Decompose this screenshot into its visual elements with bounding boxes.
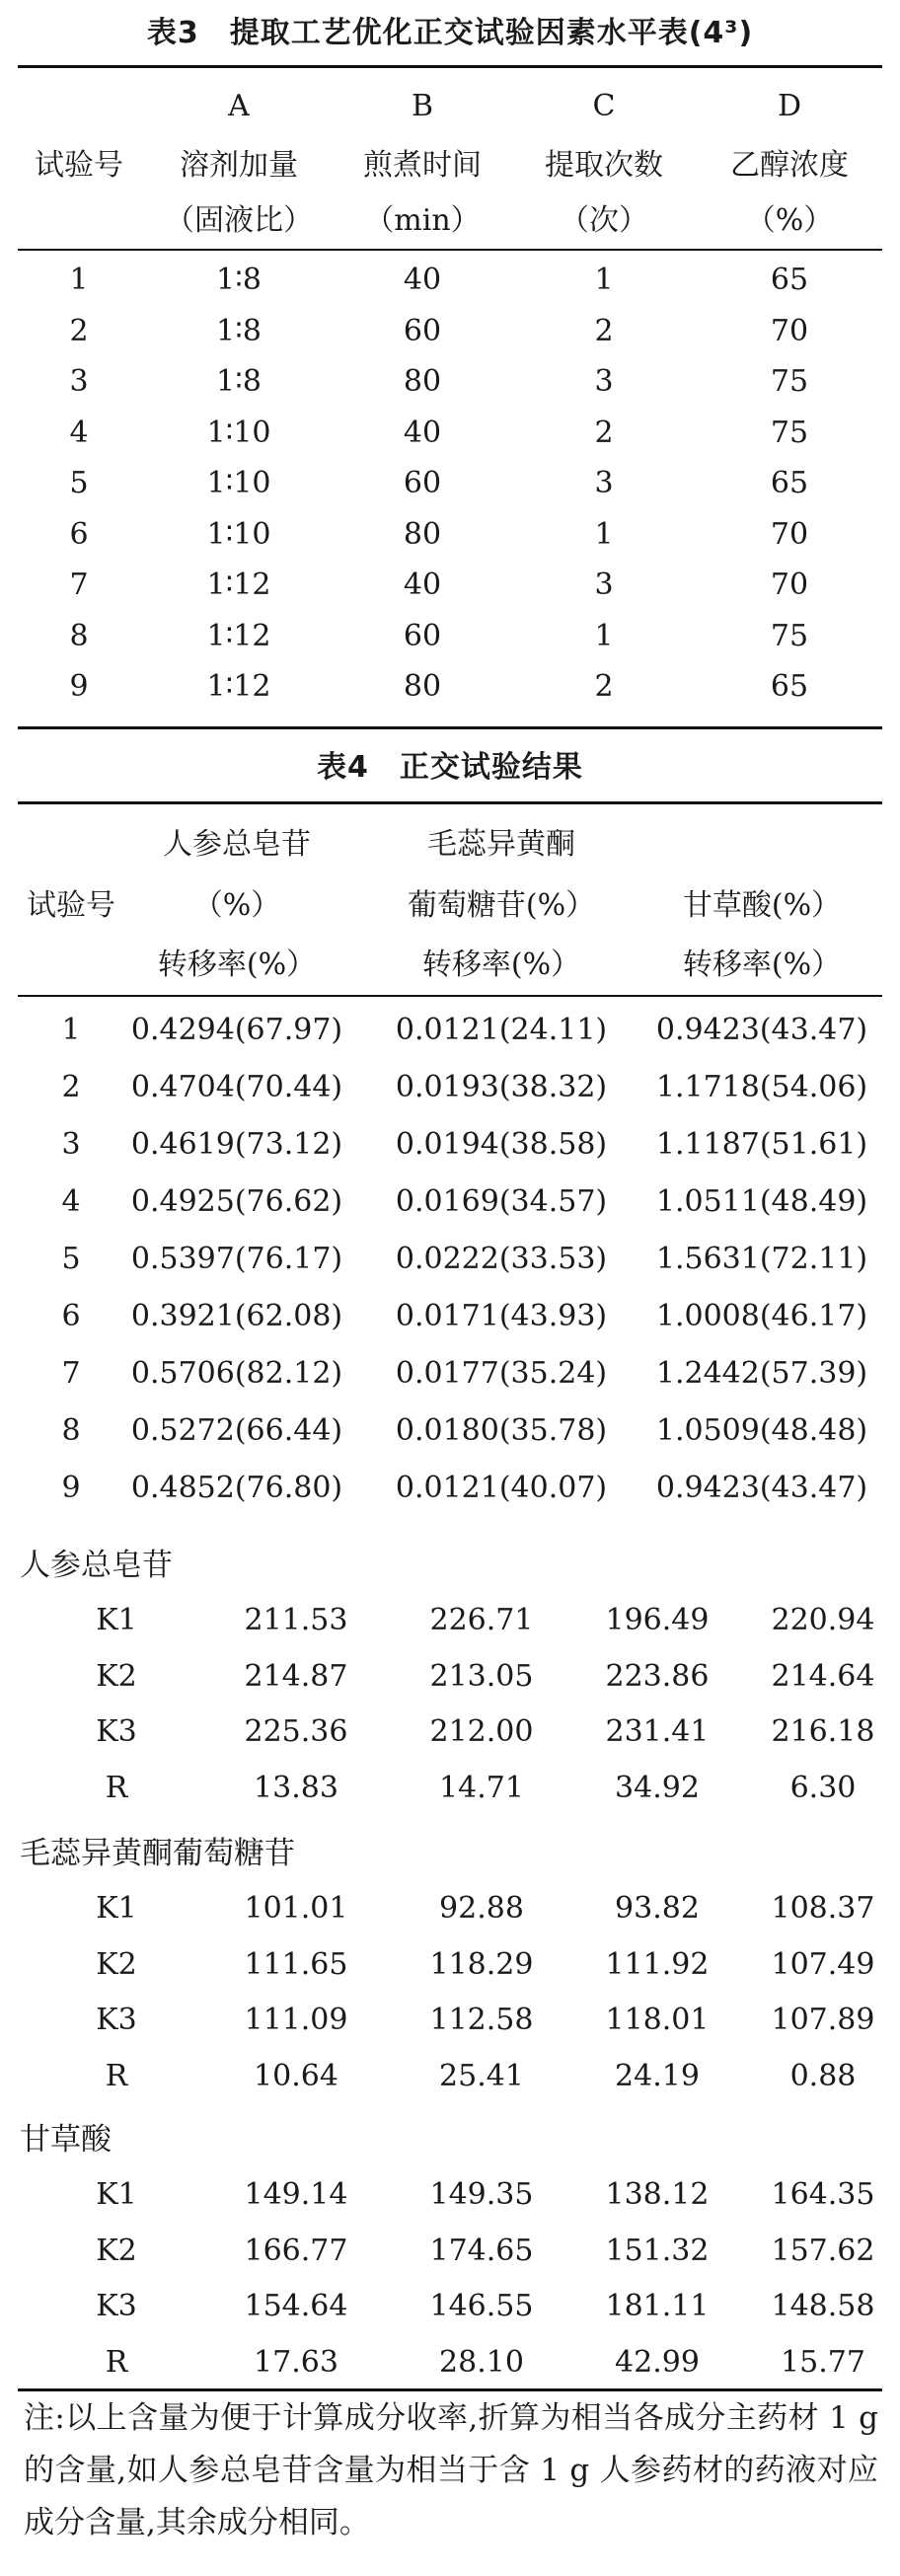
table3-header-cell: 提取次数 [545,148,663,183]
table4-cell: 0.4704(70.44) [130,1070,343,1104]
table3-caption: 表3 提取工艺优化正交试验因素水平表(4³) [146,16,754,50]
table4-group-cell: R [105,2058,128,2093]
table3-cell: 1∶12 [206,618,271,653]
table4-group-cell: 214.87 [244,1658,348,1694]
table4-group-cell: R [105,2344,128,2380]
table4-group-cell: 149.35 [429,2177,534,2212]
table4-group-cell: K1 [96,2177,137,2212]
table3-cell: 1∶8 [216,263,262,297]
table3-header-cell: 溶剂加量 [180,148,298,183]
table3-cell: 1∶8 [216,313,262,348]
table3-cell: 1 [594,263,614,297]
table3-cell: 3 [69,364,89,399]
table3-cell: 1∶10 [206,466,271,500]
table4-group-cell: 148.58 [771,2289,875,2323]
table3-cell: 75 [770,618,809,653]
table4-cell: 0.0121(40.07) [395,1471,608,1505]
table4-cell: 0.0121(24.11) [395,1013,608,1047]
table4-bottom-rule [18,2388,882,2391]
table4-cell: 0.5272(66.44) [130,1413,343,1448]
table3-header-cell: （%） [745,203,834,238]
table3-cell: 70 [770,313,809,348]
table3-cell: 2 [594,415,614,450]
table3-cell: 2 [594,313,614,348]
table3-cell: 5 [69,466,89,500]
table4-header-cell: 转移率(%） [421,947,581,982]
table4-cell: 1.0509(48.48) [655,1413,868,1448]
table3-header-cell: C [592,89,616,123]
table3-cell: 60 [403,466,442,500]
table4-group-cell: 151.32 [605,2233,710,2268]
table4-group-cell: 111.92 [605,1946,710,1982]
table4-group-cell: 15.77 [781,2344,865,2380]
table4-group-cell: 108.37 [771,1891,875,1926]
table4-cell: 0.0222(33.53) [395,1242,608,1276]
table4-group-cell: 146.55 [429,2289,534,2323]
table3-header-cell: 煎煮时间 [363,148,482,183]
table4-group-cell: 223.86 [605,1658,710,1694]
table4-cell: 0.0194(38.58) [395,1127,608,1162]
table3-cell: 80 [403,364,442,399]
table4-header-cell: （%） [192,888,281,923]
table3-top-rule [18,65,882,68]
table4-group-cell: 24.19 [615,2058,700,2093]
table4-cell: 0.0171(43.93) [395,1299,608,1333]
table4-group-cell: 138.12 [605,2177,710,2212]
table3-header-cell: 乙醇浓度 [730,148,849,183]
table3-cell: 4 [69,415,89,450]
table3-cell: 9 [69,669,89,704]
table3-cell: 40 [403,415,442,450]
table4-cell: 1 [61,1013,81,1047]
table3-cell: 2 [594,669,614,704]
table3-cell: 7 [69,568,89,602]
table3-cell: 65 [770,669,809,704]
table4-cell: 0.0193(38.32) [395,1070,608,1104]
table3-cell: 1 [69,263,89,297]
table3-cell: 65 [770,466,809,500]
table4-group-cell: 17.63 [254,2344,338,2380]
table4-group-cell: K2 [96,1946,137,1982]
table4-group-cell: 164.35 [771,2177,875,2212]
table4-group-cell: 213.05 [429,1658,534,1694]
table4-cell: 7 [61,1356,81,1391]
table3-cell: 75 [770,364,809,399]
table4-cell: 0.4294(67.97) [130,1013,343,1047]
table3-cell: 1∶10 [206,415,271,450]
table3-cell: 1∶12 [206,669,271,704]
table4-group-cell: 92.88 [439,1891,524,1926]
table4-group-cell: 216.18 [771,1714,875,1749]
table3-cell: 6 [69,516,89,552]
table4-group-cell: 107.49 [771,1946,875,1982]
table3-cell: 60 [403,313,442,348]
table4-group-cell: 112.58 [429,2003,534,2037]
table4-header-cell: 转移率(%） [157,947,317,982]
table4-group-cell: 149.14 [244,2177,348,2212]
table4-group-cell: 154.64 [244,2289,348,2323]
table4-group-cell: 107.89 [771,2003,875,2037]
table4-top-rule [18,801,882,804]
table4-group-cell: 214.64 [771,1658,875,1694]
table4-header-cell: 试验号 [27,888,115,923]
table3-cell: 75 [770,415,809,450]
table3-cell: 70 [770,516,809,552]
table3-cell: 65 [770,263,809,297]
table3-cell: 1∶10 [206,516,271,552]
table3-bottom-rule [18,726,882,729]
table4-group-cell: 157.62 [771,2233,875,2268]
table3-cell: 3 [594,466,614,500]
table4-group-cell: 42.99 [615,2344,700,2380]
table4-cell: 6 [61,1299,81,1333]
table4-header-cell: 葡萄糖苷(%） [407,888,596,923]
table4-group-cell: 196.49 [605,1603,710,1637]
table4-cell: 3 [61,1127,81,1162]
table4-cell: 0.0169(34.57) [395,1184,608,1219]
table3-cell: 1∶12 [206,568,271,602]
table4-cell: 1.0008(46.17) [655,1299,868,1333]
table4-group-cell: 13.83 [254,1770,338,1805]
table3-header-cell: （次） [560,203,648,238]
table4-group-cell: K2 [96,2233,137,2268]
table4-group-cell: 181.11 [605,2289,710,2323]
table4-cell: 0.3921(62.08) [130,1299,343,1333]
table3-cell: 1 [594,516,614,552]
table4-group-cell: 93.82 [615,1891,700,1926]
table4-group-cell: 118.29 [429,1946,534,1982]
table4-group-cell: K3 [96,2003,137,2037]
table4-header-cell: 人参总皂苷 [163,827,311,862]
table4-caption: 表4 正交试验结果 [317,750,583,785]
table3-cell: 1 [594,618,614,653]
table4-header-rule [18,995,882,997]
table3-cell: 40 [403,263,442,297]
table4-group-cell: 14.71 [439,1770,524,1805]
table4-group-cell: R [105,1770,128,1805]
table4-cell: 0.0180(35.78) [395,1413,608,1448]
table3-cell: 2 [69,313,89,348]
table4-group-cell: 226.71 [429,1603,534,1637]
table3-cell: 40 [403,568,442,602]
table4-group-cell: K3 [96,1714,137,1749]
table4-group-title: 毛蕊异黄酮葡萄糖苷 [20,1836,295,1871]
table4-group-cell: 211.53 [244,1603,348,1637]
table4-group-cell: K1 [96,1891,137,1926]
table4-cell: 1.0511(48.49) [655,1184,868,1219]
table4-group-cell: 225.36 [244,1714,348,1749]
table4-cell: 9 [61,1471,81,1505]
table4-group-cell: 212.00 [429,1714,534,1749]
table3-header-cell: B [411,89,434,123]
table3-cell: 60 [403,618,442,653]
table4-header-cell: 甘草酸(%） [682,888,842,923]
table4-group-cell: 10.64 [254,2058,338,2093]
table4-cell: 0.9423(43.47) [655,1471,868,1505]
table3-cell: 80 [403,516,442,552]
table4-group-cell: 111.65 [244,1946,348,1982]
table3-header-rule [18,249,882,251]
table4-header-cell: 转移率(%） [682,947,842,982]
table3-cell: 1∶8 [216,364,262,399]
table4-group-cell: 34.92 [615,1770,700,1805]
table4-cell: 0.0177(35.24) [395,1356,608,1391]
table4-cell: 1.2442(57.39) [655,1356,868,1391]
table4-group-title: 人参总皂苷 [20,1548,173,1583]
table4-cell: 2 [61,1070,81,1104]
table4-cell: 0.5706(82.12) [130,1356,343,1391]
table4-group-cell: 118.01 [605,2003,710,2037]
table4-group-cell: 28.10 [439,2344,524,2380]
table4-group-title: 甘草酸 [20,2122,112,2158]
table3-cell: 70 [770,568,809,602]
table3-cell: 3 [594,568,614,602]
table4-group-cell: K2 [96,1658,137,1694]
table4-group-cell: 166.77 [244,2233,348,2268]
table4-cell: 0.4852(76.80) [130,1471,343,1505]
table3-cell: 3 [594,364,614,399]
table4-cell: 5 [61,1242,81,1276]
table4-cell: 0.5397(76.17) [130,1242,343,1276]
table4-cell: 1.5631(72.11) [655,1242,868,1276]
table3-header-cell: （固液比） [165,203,313,238]
table3-cell: 8 [69,618,89,653]
table4-header-cell: 毛蕊异黄酮 [427,827,575,862]
table3-header-cell: （min） [364,203,481,238]
table4-cell: 0.4925(76.62) [130,1184,343,1219]
table-note: 注:以上含量为便于计算成分收率,折算为相当各成分主药材 1 g 的含量,如人参总皂苷含量为相当于含 1 g 人参药材的药液对应成分含量,其余成分相同。 [24,2400,878,2540]
table4-cell: 8 [61,1413,81,1448]
table4-cell: 0.9423(43.47) [655,1013,868,1047]
table4-group-cell: 101.01 [244,1891,348,1926]
table4-cell: 0.4619(73.12) [130,1127,343,1162]
table3-header-cell: 试验号 [35,148,123,183]
table3-header-cell: D [777,89,802,123]
table4-group-cell: 174.65 [429,2233,534,2268]
table4-group-cell: 25.41 [439,2058,524,2093]
table4-cell: 4 [61,1184,81,1219]
table4-group-cell: K3 [96,2289,137,2323]
table4-group-cell: 220.94 [771,1603,875,1637]
table3-cell: 80 [403,669,442,704]
table4-group-cell: 6.30 [789,1770,857,1805]
table3-header-cell: A [228,89,250,123]
table4-group-cell: 111.09 [244,2003,348,2037]
table4-group-cell: 231.41 [605,1714,710,1749]
table4-cell: 1.1718(54.06) [655,1070,868,1104]
table4-group-cell: 0.88 [789,2058,857,2093]
table4-cell: 1.1187(51.61) [655,1127,868,1162]
table4-group-cell: K1 [96,1603,137,1637]
